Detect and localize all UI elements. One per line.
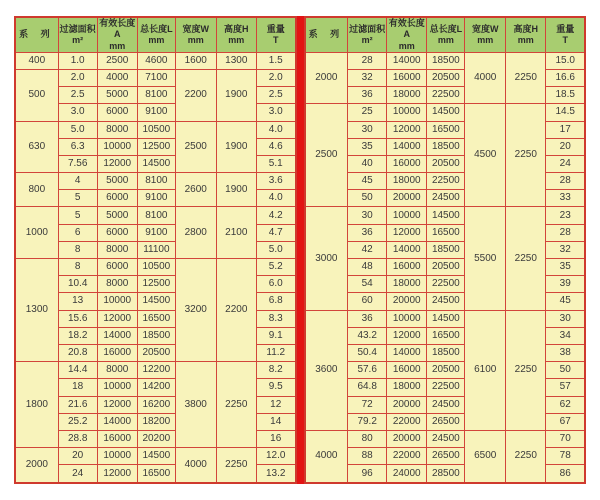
height-cell: 2250 [216, 362, 256, 448]
table-row [305, 104, 586, 121]
total-length-cell: 12500 [137, 138, 175, 155]
total-length-cell: 20500 [427, 69, 465, 86]
total-length-cell: 20500 [427, 259, 465, 276]
height-cell: 2250 [506, 104, 546, 207]
total-length-cell: 8100 [137, 173, 175, 190]
effective-length-cell: 10000 [97, 448, 137, 465]
filter-area-cell: 24 [58, 465, 97, 483]
height-cell: 2250 [506, 310, 546, 430]
series-cell: 2500 [305, 104, 348, 207]
total-length-cell: 4600 [137, 52, 175, 69]
effective-length-cell: 10000 [387, 104, 427, 121]
height-cell: 1300 [216, 52, 256, 69]
width-cell: 6100 [465, 310, 506, 430]
effective-length-cell: 18000 [387, 276, 427, 293]
weight-cell: 13.2 [256, 465, 295, 483]
effective-length-cell: 14000 [387, 138, 427, 155]
filter-area-cell: 20 [58, 448, 97, 465]
width-cell: 2600 [175, 173, 216, 207]
total-length-cell: 8100 [137, 207, 175, 224]
filter-area-cell: 1.0 [58, 52, 97, 69]
weight-cell: 32 [546, 241, 585, 258]
weight-cell: 4.0 [256, 190, 295, 207]
header-filter-area: 过滤面积 m² [348, 17, 387, 52]
effective-length-cell: 18000 [387, 87, 427, 104]
effective-length-cell: 10000 [97, 379, 137, 396]
weight-cell: 23 [546, 207, 585, 224]
total-length-cell: 24500 [427, 430, 465, 447]
filter-area-cell: 43.2 [348, 327, 387, 344]
filter-area-cell: 64.8 [348, 379, 387, 396]
total-length-cell: 7100 [137, 69, 175, 86]
weight-cell: 2.0 [256, 69, 295, 86]
filter-area-cell: 18.2 [58, 327, 97, 344]
weight-cell: 28 [546, 224, 585, 241]
total-length-cell: 8100 [137, 87, 175, 104]
weight-cell: 5.1 [256, 155, 295, 172]
total-length-cell: 16500 [427, 224, 465, 241]
effective-length-cell: 18000 [387, 379, 427, 396]
series-cell: 3000 [305, 207, 348, 310]
effective-length-cell: 5000 [97, 87, 137, 104]
spec-table-left [14, 16, 297, 484]
series-cell: 1000 [15, 207, 58, 259]
weight-cell: 33 [546, 190, 585, 207]
filter-area-cell: 96 [348, 465, 387, 483]
total-length-cell: 18500 [427, 344, 465, 361]
effective-length-cell: 8000 [97, 241, 137, 258]
header-weight: 重量 T [256, 17, 295, 52]
effective-length-cell: 6000 [97, 190, 137, 207]
height-cell: 1900 [216, 121, 256, 173]
filter-area-cell: 40 [348, 155, 387, 172]
height-cell: 2250 [216, 448, 256, 483]
filter-area-cell: 25.2 [58, 413, 97, 430]
table-row [15, 207, 296, 224]
height-cell: 1900 [216, 69, 256, 121]
filter-area-cell: 28.8 [58, 430, 97, 447]
filter-area-cell: 42 [348, 241, 387, 258]
filter-area-cell: 6 [58, 224, 97, 241]
filter-area-cell: 21.6 [58, 396, 97, 413]
series-cell: 630 [15, 121, 58, 173]
effective-length-cell: 12000 [97, 310, 137, 327]
weight-cell: 20 [546, 138, 585, 155]
height-cell: 2250 [506, 430, 546, 483]
total-length-cell: 18500 [137, 327, 175, 344]
filter-area-cell: 5 [58, 207, 97, 224]
height-cell: 2100 [216, 207, 256, 259]
effective-length-cell: 20000 [387, 430, 427, 447]
filter-area-cell: 36 [348, 224, 387, 241]
filter-area-cell: 5.0 [58, 121, 97, 138]
effective-length-cell: 12000 [97, 396, 137, 413]
weight-cell: 45 [546, 293, 585, 310]
header-total-length: 总长度L mm [427, 17, 465, 52]
weight-cell: 8.3 [256, 310, 295, 327]
effective-length-cell: 24000 [387, 465, 427, 483]
header-height: 高度H mm [216, 17, 256, 52]
table-row [15, 448, 296, 465]
header-filter-area: 过滤面积 m² [58, 17, 97, 52]
table-row [305, 52, 586, 69]
effective-length-cell: 8000 [97, 276, 137, 293]
weight-cell: 4.6 [256, 138, 295, 155]
effective-length-cell: 18000 [387, 173, 427, 190]
weight-cell: 4.0 [256, 121, 295, 138]
weight-cell: 1.5 [256, 52, 295, 69]
filter-area-cell: 79.2 [348, 413, 387, 430]
weight-cell: 28 [546, 173, 585, 190]
effective-length-cell: 12000 [387, 224, 427, 241]
total-length-cell: 26500 [427, 413, 465, 430]
width-cell: 3200 [175, 259, 216, 362]
effective-length-cell: 16000 [387, 69, 427, 86]
total-length-cell: 12500 [137, 276, 175, 293]
weight-cell: 18.5 [546, 87, 585, 104]
weight-cell: 4.2 [256, 207, 295, 224]
filter-area-cell: 50 [348, 190, 387, 207]
effective-length-cell: 5000 [97, 173, 137, 190]
total-length-cell: 12200 [137, 362, 175, 379]
effective-length-cell: 16000 [97, 344, 137, 361]
total-length-cell: 10500 [137, 259, 175, 276]
filter-area-cell: 8 [58, 241, 97, 258]
header-effective-length: 有效长度A mm [97, 17, 137, 52]
spec-table-right [304, 16, 587, 484]
tables-container [14, 16, 586, 484]
weight-cell: 6.0 [256, 276, 295, 293]
width-cell: 2200 [175, 69, 216, 121]
filter-area-cell: 30 [348, 121, 387, 138]
filter-area-cell: 45 [348, 173, 387, 190]
height-cell: 2250 [506, 207, 546, 310]
series-cell: 2000 [15, 448, 58, 483]
filter-area-cell: 72 [348, 396, 387, 413]
header-total-length: 总长度L mm [137, 17, 175, 52]
effective-length-cell: 16000 [387, 259, 427, 276]
effective-length-cell: 20000 [387, 190, 427, 207]
filter-area-cell: 36 [348, 310, 387, 327]
total-length-cell: 20200 [137, 430, 175, 447]
filter-area-cell: 88 [348, 448, 387, 465]
filter-area-cell: 54 [348, 276, 387, 293]
effective-length-cell: 16000 [387, 155, 427, 172]
effective-length-cell: 16000 [97, 430, 137, 447]
filter-area-cell: 4 [58, 173, 97, 190]
weight-cell: 67 [546, 413, 585, 430]
table-row [305, 207, 586, 224]
series-cell: 400 [15, 52, 58, 69]
filter-area-cell: 7.56 [58, 155, 97, 172]
effective-length-cell: 12000 [97, 465, 137, 483]
weight-cell: 15.0 [546, 52, 585, 69]
height-cell: 1900 [216, 173, 256, 207]
filter-area-cell: 30 [348, 207, 387, 224]
series-cell: 2000 [305, 52, 348, 104]
series-cell: 500 [15, 69, 58, 121]
filter-area-cell: 36 [348, 87, 387, 104]
filter-area-cell: 3.0 [58, 104, 97, 121]
series-cell: 1800 [15, 362, 58, 448]
filter-area-cell: 80 [348, 430, 387, 447]
weight-cell: 16.6 [546, 69, 585, 86]
total-length-cell: 11100 [137, 241, 175, 258]
series-cell: 1300 [15, 259, 58, 362]
total-length-cell: 18500 [427, 138, 465, 155]
table-row [305, 310, 586, 327]
total-length-cell: 14500 [427, 104, 465, 121]
effective-length-cell: 22000 [387, 413, 427, 430]
filter-area-cell: 15.6 [58, 310, 97, 327]
filter-area-cell: 50.4 [348, 344, 387, 361]
effective-length-cell: 2500 [97, 52, 137, 69]
weight-cell: 62 [546, 396, 585, 413]
effective-length-cell: 6000 [97, 259, 137, 276]
filter-area-cell: 25 [348, 104, 387, 121]
table-row [15, 259, 296, 276]
total-length-cell: 18200 [137, 413, 175, 430]
weight-cell: 14 [256, 413, 295, 430]
total-length-cell: 14200 [137, 379, 175, 396]
table-row [15, 52, 296, 69]
total-length-cell: 20500 [137, 344, 175, 361]
total-length-cell: 16200 [137, 396, 175, 413]
filter-area-cell: 2.0 [58, 69, 97, 86]
weight-cell: 17 [546, 121, 585, 138]
table-divider [297, 16, 304, 484]
width-cell: 4000 [175, 448, 216, 483]
header-row [15, 17, 296, 52]
total-length-cell: 14500 [427, 310, 465, 327]
effective-length-cell: 22000 [387, 448, 427, 465]
weight-cell: 9.1 [256, 327, 295, 344]
effective-length-cell: 4000 [97, 69, 137, 86]
total-length-cell: 9100 [137, 224, 175, 241]
series-cell: 3600 [305, 310, 348, 430]
weight-cell: 4.7 [256, 224, 295, 241]
total-length-cell: 22500 [427, 276, 465, 293]
filter-area-cell: 60 [348, 293, 387, 310]
filter-area-cell: 18 [58, 379, 97, 396]
total-length-cell: 14500 [427, 207, 465, 224]
weight-cell: 50 [546, 362, 585, 379]
table-row [15, 121, 296, 138]
weight-cell: 70 [546, 430, 585, 447]
weight-cell: 78 [546, 448, 585, 465]
total-length-cell: 26500 [427, 448, 465, 465]
total-length-cell: 24500 [427, 190, 465, 207]
effective-length-cell: 12000 [387, 121, 427, 138]
effective-length-cell: 10000 [387, 207, 427, 224]
filter-area-cell: 6.3 [58, 138, 97, 155]
total-length-cell: 18500 [427, 52, 465, 69]
series-cell: 4000 [305, 430, 348, 483]
filter-area-cell: 35 [348, 138, 387, 155]
effective-length-cell: 6000 [97, 224, 137, 241]
total-length-cell: 16500 [137, 465, 175, 483]
weight-cell: 38 [546, 344, 585, 361]
effective-length-cell: 20000 [387, 293, 427, 310]
effective-length-cell: 6000 [97, 104, 137, 121]
total-length-cell: 24500 [427, 293, 465, 310]
effective-length-cell: 14000 [97, 327, 137, 344]
weight-cell: 6.8 [256, 293, 295, 310]
filter-area-cell: 2.5 [58, 87, 97, 104]
table-row [15, 69, 296, 86]
width-cell: 1600 [175, 52, 216, 69]
total-length-cell: 18500 [427, 241, 465, 258]
effective-length-cell: 14000 [387, 344, 427, 361]
table-row [15, 173, 296, 190]
effective-length-cell: 14000 [97, 413, 137, 430]
header-effective-length: 有效长度A mm [387, 17, 427, 52]
weight-cell: 57 [546, 379, 585, 396]
total-length-cell: 20500 [427, 362, 465, 379]
width-cell: 4000 [465, 52, 506, 104]
total-length-cell: 22500 [427, 173, 465, 190]
effective-length-cell: 12000 [97, 155, 137, 172]
weight-cell: 11.2 [256, 344, 295, 361]
total-length-cell: 14500 [137, 155, 175, 172]
weight-cell: 3.0 [256, 104, 295, 121]
weight-cell: 5.2 [256, 259, 295, 276]
width-cell: 6500 [465, 430, 506, 483]
header-series: 系 列 [305, 17, 348, 52]
weight-cell: 16 [256, 430, 295, 447]
weight-cell: 8.2 [256, 362, 295, 379]
weight-cell: 35 [546, 259, 585, 276]
table-body-left [15, 52, 296, 483]
weight-cell: 9.5 [256, 379, 295, 396]
table-body-right [305, 52, 586, 483]
header-series: 系 列 [15, 17, 58, 52]
effective-length-cell: 10000 [97, 138, 137, 155]
width-cell: 2800 [175, 207, 216, 259]
total-length-cell: 16500 [137, 310, 175, 327]
effective-length-cell: 10000 [97, 293, 137, 310]
effective-length-cell: 8000 [97, 121, 137, 138]
filter-area-cell: 14.4 [58, 362, 97, 379]
filter-area-cell: 32 [348, 69, 387, 86]
height-cell: 2200 [216, 259, 256, 362]
width-cell: 4500 [465, 104, 506, 207]
total-length-cell: 9100 [137, 190, 175, 207]
filter-area-cell: 28 [348, 52, 387, 69]
weight-cell: 39 [546, 276, 585, 293]
weight-cell: 30 [546, 310, 585, 327]
effective-length-cell: 16000 [387, 362, 427, 379]
total-length-cell: 28500 [427, 465, 465, 483]
weight-cell: 12 [256, 396, 295, 413]
weight-cell: 24 [546, 155, 585, 172]
table-row [15, 362, 296, 379]
header-width: 宽度W mm [465, 17, 506, 52]
width-cell: 2500 [175, 121, 216, 173]
weight-cell: 12.0 [256, 448, 295, 465]
total-length-cell: 22500 [427, 87, 465, 104]
total-length-cell: 24500 [427, 396, 465, 413]
filter-area-cell: 20.8 [58, 344, 97, 361]
total-length-cell: 16500 [427, 327, 465, 344]
filter-area-cell: 5 [58, 190, 97, 207]
effective-length-cell: 10000 [387, 310, 427, 327]
total-length-cell: 20500 [427, 155, 465, 172]
weight-cell: 2.5 [256, 87, 295, 104]
width-cell: 5500 [465, 207, 506, 310]
table-row [305, 430, 586, 447]
filter-area-cell: 10.4 [58, 276, 97, 293]
filter-area-cell: 48 [348, 259, 387, 276]
effective-length-cell: 14000 [387, 241, 427, 258]
series-cell: 800 [15, 173, 58, 207]
total-length-cell: 14500 [137, 293, 175, 310]
width-cell: 3800 [175, 362, 216, 448]
effective-length-cell: 12000 [387, 327, 427, 344]
effective-length-cell: 5000 [97, 207, 137, 224]
weight-cell: 86 [546, 465, 585, 483]
filter-area-cell: 13 [58, 293, 97, 310]
header-height: 高度H mm [506, 17, 546, 52]
total-length-cell: 22500 [427, 379, 465, 396]
effective-length-cell: 8000 [97, 362, 137, 379]
effective-length-cell: 14000 [387, 52, 427, 69]
effective-length-cell: 20000 [387, 396, 427, 413]
weight-cell: 5.0 [256, 241, 295, 258]
header-width: 宽度W mm [175, 17, 216, 52]
total-length-cell: 10500 [137, 121, 175, 138]
total-length-cell: 14500 [137, 448, 175, 465]
header-row [305, 17, 586, 52]
filter-area-cell: 57.6 [348, 362, 387, 379]
total-length-cell: 16500 [427, 121, 465, 138]
height-cell: 2250 [506, 52, 546, 104]
weight-cell: 3.6 [256, 173, 295, 190]
filter-area-cell: 8 [58, 259, 97, 276]
header-weight: 重量 T [546, 17, 585, 52]
weight-cell: 34 [546, 327, 585, 344]
total-length-cell: 9100 [137, 104, 175, 121]
weight-cell: 14.5 [546, 104, 585, 121]
